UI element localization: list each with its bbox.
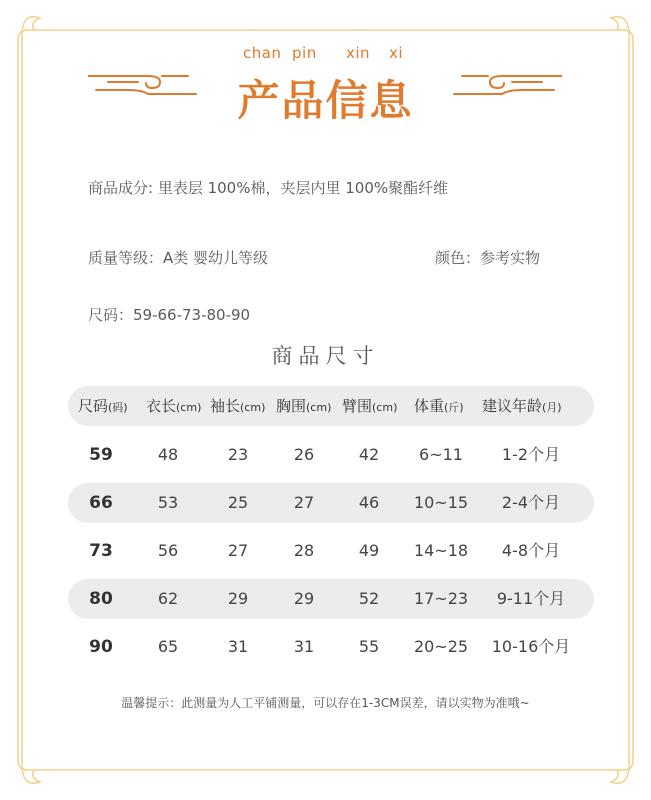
length-cell: 56	[157, 541, 179, 560]
table-header-row	[68, 386, 594, 426]
age-cell: 10-16个月	[491, 637, 571, 656]
length-cell: 65	[157, 637, 179, 656]
arm-cell: 49	[358, 541, 380, 560]
weight-cell: 20~25	[413, 637, 469, 656]
page-title: 产品信息	[237, 76, 414, 125]
table-row	[68, 483, 594, 523]
sizes-text: 尺码：59-66-73-80-90	[88, 306, 251, 324]
pinyin-chan: chan	[243, 44, 282, 62]
chest-cell: 27	[293, 493, 315, 512]
sleeve-cell: 31	[227, 637, 249, 656]
size-cell: 66	[89, 493, 113, 513]
age-cell: 2-4个月	[501, 493, 561, 512]
age-cell: 4-8个月	[501, 541, 561, 560]
table-row	[68, 435, 594, 475]
chest-cell: 26	[293, 445, 315, 464]
pinyin-xi: xi	[389, 44, 404, 62]
weight-cell: 14~18	[413, 541, 469, 560]
sleeve-cell: 23	[227, 445, 249, 464]
composition-text: 商品成分: 里表层 100%棉，夹层内里 100%聚酯纤维	[88, 179, 449, 197]
size-section-title: 商品尺寸	[271, 344, 380, 368]
weight-cell: 17~23	[413, 589, 469, 608]
arm-cell: 55	[358, 637, 380, 656]
header-age: 建议年龄(月)	[482, 397, 562, 415]
chest-cell: 28	[293, 541, 315, 560]
header-chest: 胸围(cm)	[276, 397, 332, 415]
header-sleeve: 袖长(cm)	[210, 397, 266, 415]
arm-cell: 52	[358, 589, 380, 608]
chest-cell: 31	[293, 637, 315, 656]
header-arm: 臂围(cm)	[342, 397, 398, 415]
header-weight: 体重(斤)	[414, 397, 464, 415]
length-cell: 53	[157, 493, 179, 512]
table-row	[68, 579, 594, 619]
table-row	[68, 627, 594, 667]
sleeve-cell: 25	[227, 493, 249, 512]
size-cell: 59	[89, 445, 113, 465]
table-row	[68, 531, 594, 571]
chest-cell: 29	[293, 589, 315, 608]
sleeve-cell: 27	[227, 541, 249, 560]
length-cell: 48	[157, 445, 179, 464]
arm-cell: 42	[358, 445, 380, 464]
size-cell: 90	[89, 637, 113, 657]
pinyin-pin: pin	[292, 44, 317, 62]
age-cell: 1-2个月	[501, 445, 561, 464]
grade-text: 质量等级：A类 婴幼儿等级	[88, 249, 269, 267]
pinyin-xin: xin	[346, 44, 371, 62]
color-text: 颜色：参考实物	[435, 249, 541, 267]
header-length: 衣长(cm)	[146, 397, 202, 415]
arm-cell: 46	[358, 493, 380, 512]
size-cell: 73	[89, 541, 113, 561]
age-cell: 9-11个月	[496, 589, 566, 608]
length-cell: 62	[157, 589, 179, 608]
weight-cell: 10~15	[413, 493, 469, 512]
weight-cell: 6~11	[419, 445, 463, 464]
header-size: 尺码(码)	[78, 397, 128, 415]
size-cell: 80	[89, 589, 113, 609]
sleeve-cell: 29	[227, 589, 249, 608]
measurement-tip: 温馨提示：此测量为人工平铺测量，可以存在1-3CM误差，请以实物为准哦~	[121, 696, 530, 710]
